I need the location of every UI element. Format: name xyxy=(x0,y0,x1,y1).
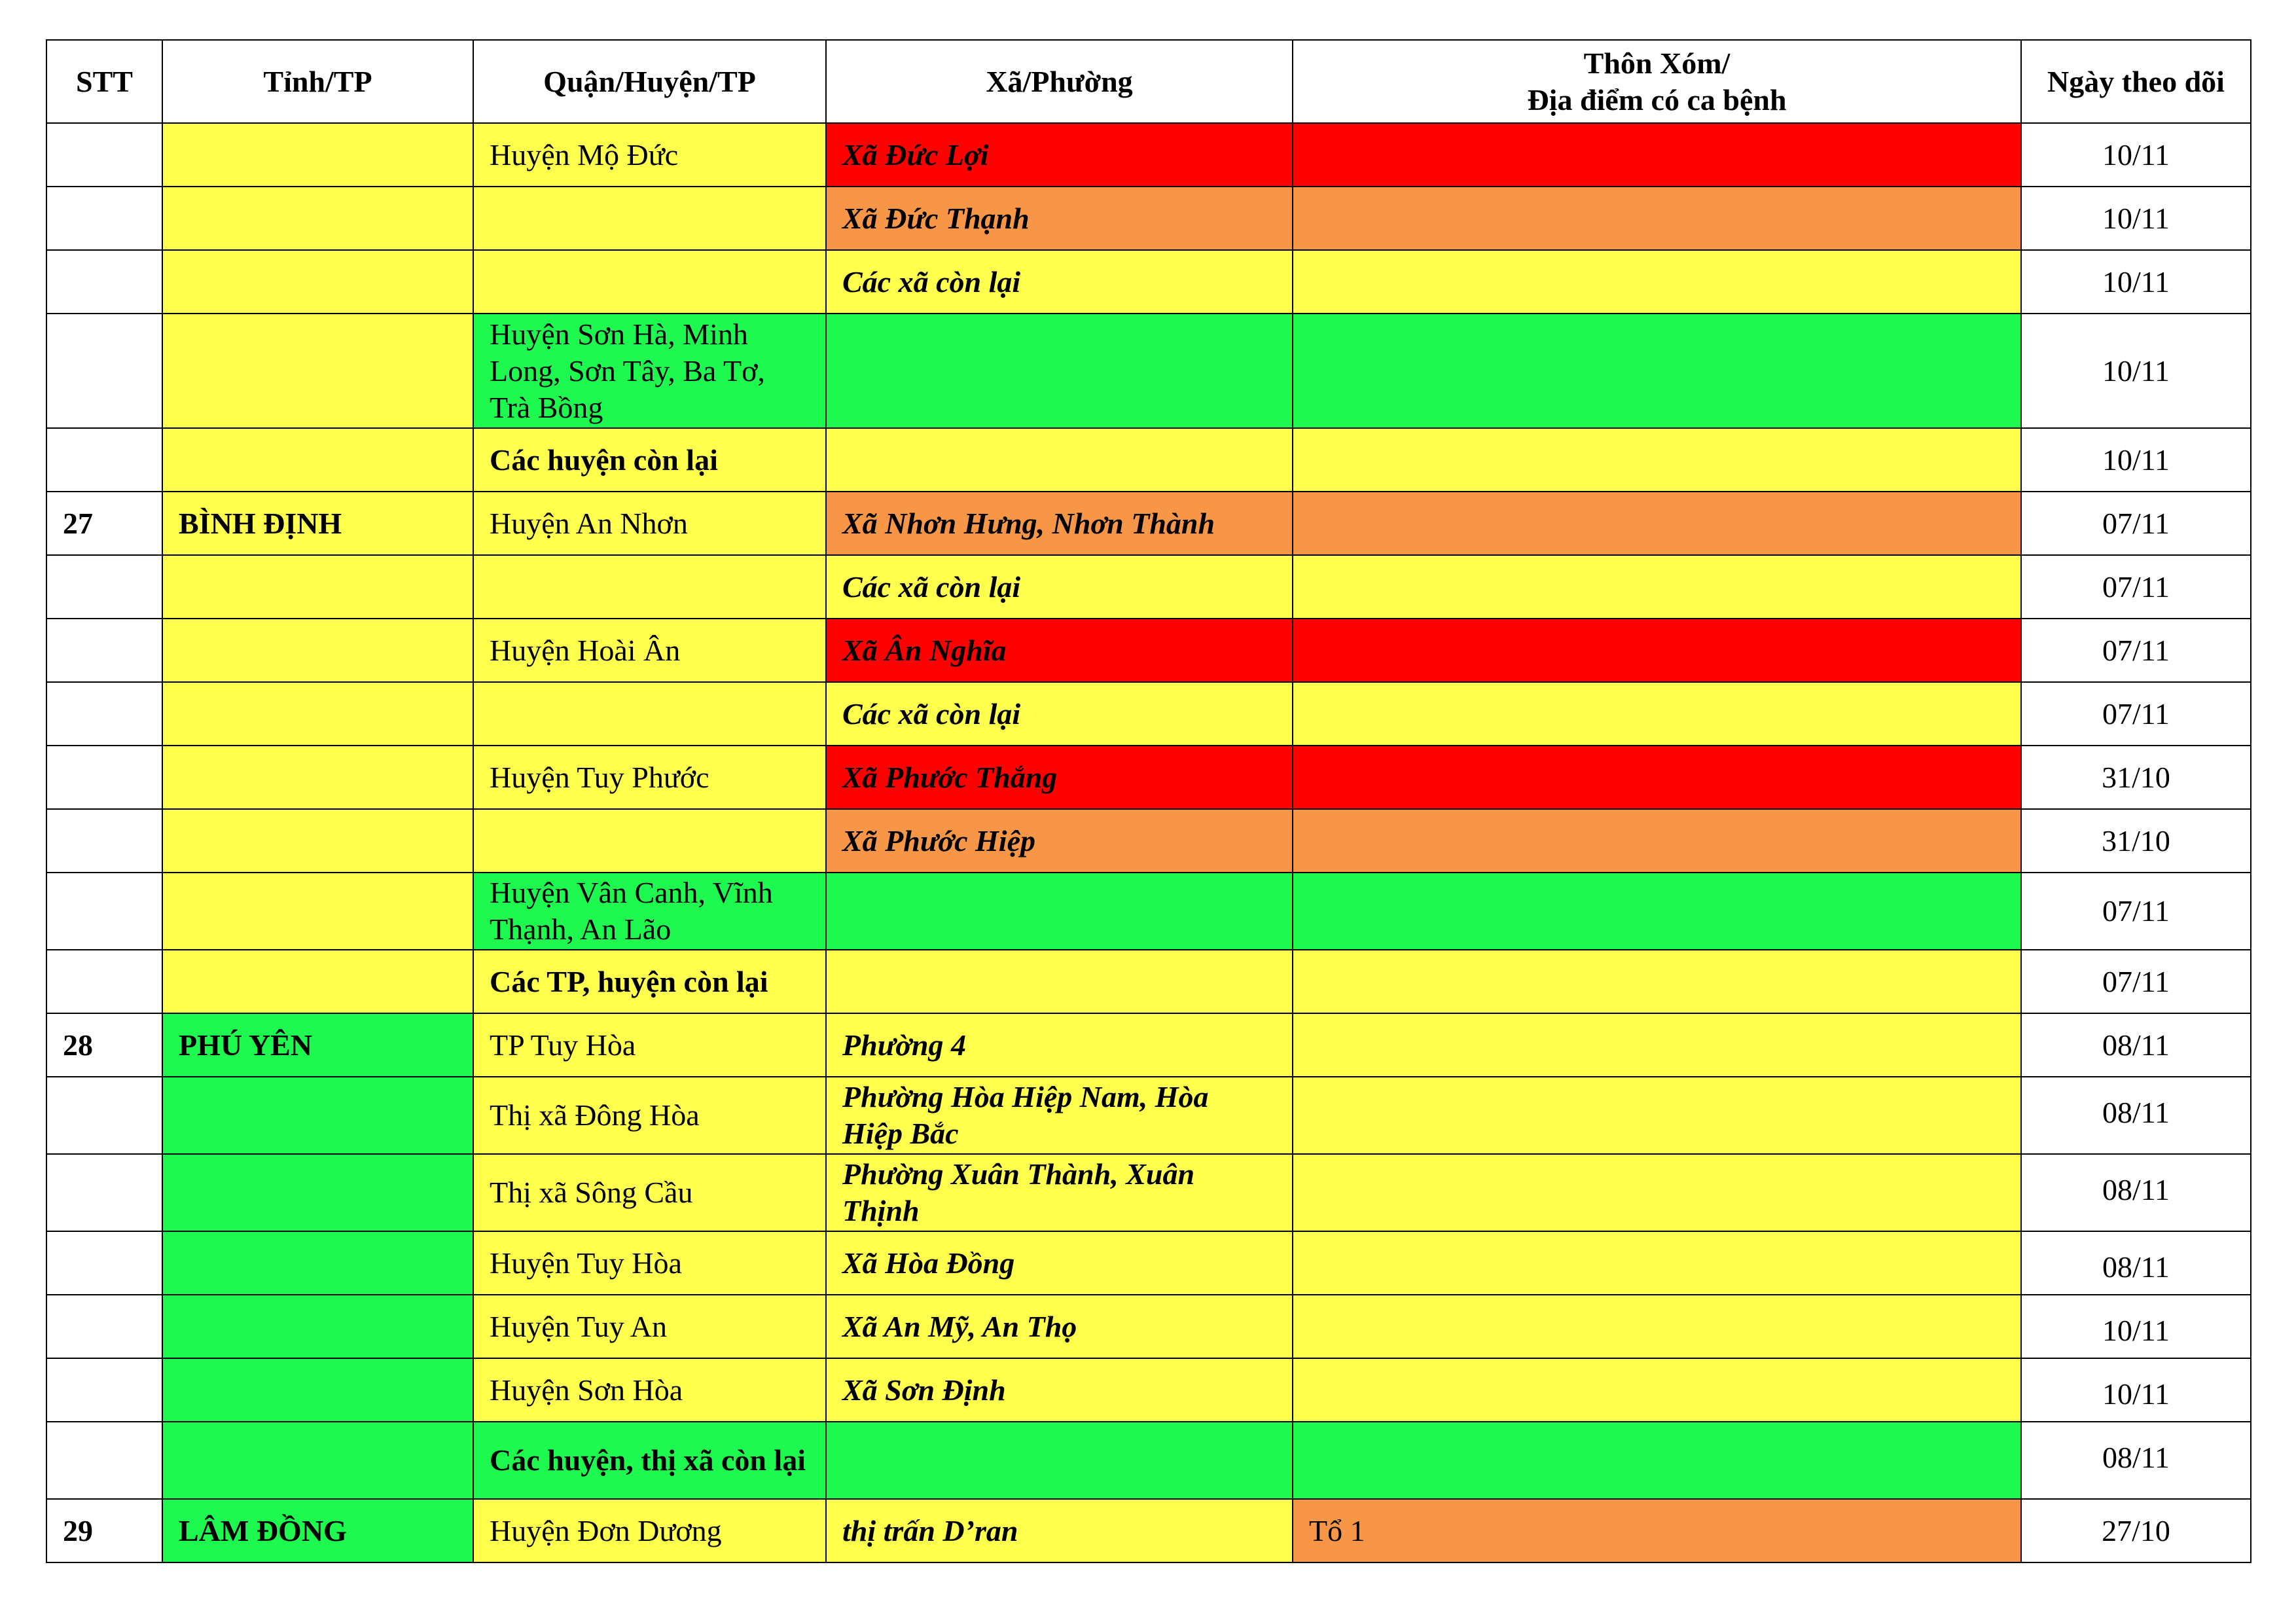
stt-cell xyxy=(46,314,162,428)
province-cell xyxy=(162,682,473,746)
village-cell xyxy=(1293,1422,2021,1499)
stt-cell: 29 xyxy=(46,1499,162,1562)
commune-cell xyxy=(826,428,1293,492)
province-cell: PHÚ YÊN xyxy=(162,1013,473,1077)
province-cell xyxy=(162,1295,473,1358)
date-cell: 27/10 xyxy=(2021,1499,2251,1562)
village-cell: Tổ 1 xyxy=(1293,1499,2021,1562)
commune-cell: Xã Nhơn Hưng, Nhơn Thành xyxy=(826,492,1293,555)
province-cell xyxy=(162,1358,473,1422)
commune-cell: Xã An Mỹ, An Thọ xyxy=(826,1295,1293,1358)
table-row xyxy=(46,492,2251,555)
village-cell xyxy=(1293,123,2021,187)
commune-cell xyxy=(826,314,1293,428)
commune-cell xyxy=(826,873,1293,950)
province-cell xyxy=(162,1231,473,1295)
village-cell xyxy=(1293,873,2021,950)
date-cell: 07/11 xyxy=(2021,682,2251,746)
date-cell: 08/11 xyxy=(2021,1013,2251,1077)
header-date: Ngày theo dõi xyxy=(2021,40,2251,123)
date-cell: 10/11 xyxy=(2021,428,2251,492)
district-cell: Các huyện, thị xã còn lại xyxy=(473,1422,826,1499)
table-row xyxy=(46,809,2251,873)
village-cell xyxy=(1293,746,2021,809)
province-cell xyxy=(162,950,473,1013)
table-row xyxy=(46,123,2251,187)
stt-cell xyxy=(46,682,162,746)
stt-cell xyxy=(46,428,162,492)
date-cell: 08/11 xyxy=(2021,1231,2251,1295)
stt-cell xyxy=(46,873,162,950)
header-village xyxy=(1293,40,2021,123)
village-cell xyxy=(1293,619,2021,682)
table-row xyxy=(46,250,2251,314)
village-cell xyxy=(1293,1077,2021,1154)
table-row xyxy=(46,1231,2251,1295)
commune-cell: Xã Phước Hiệp xyxy=(826,809,1293,873)
header-commune: Xã/Phường xyxy=(826,40,1293,123)
district-cell xyxy=(473,187,826,250)
commune-cell: Phường Hòa Hiệp Nam, Hòa Hiệp Bắc xyxy=(826,1077,1293,1154)
province-cell: BÌNH ĐỊNH xyxy=(162,492,473,555)
province-cell: LÂM ĐỒNG xyxy=(162,1499,473,1562)
header-province: Tỉnh/TP xyxy=(162,40,473,123)
district-cell: Thị xã Đông Hòa xyxy=(473,1077,826,1154)
village-cell xyxy=(1293,682,2021,746)
date-cell: 10/11 xyxy=(2021,1358,2251,1422)
commune-cell: thị trấn D’ran xyxy=(826,1499,1293,1562)
table-row xyxy=(46,187,2251,250)
province-cell xyxy=(162,1154,473,1231)
date-cell: 07/11 xyxy=(2021,873,2251,950)
header-village-line1: Thôn Xóm/ xyxy=(1583,46,1731,80)
table-row xyxy=(46,1013,2251,1077)
district-cell: Các huyện còn lại xyxy=(473,428,826,492)
date-cell: 07/11 xyxy=(2021,619,2251,682)
stt-cell xyxy=(46,746,162,809)
district-cell: TP Tuy Hòa xyxy=(473,1013,826,1077)
stt-cell xyxy=(46,619,162,682)
district-cell: Huyện An Nhơn xyxy=(473,492,826,555)
stt-cell xyxy=(46,1231,162,1295)
stt-cell xyxy=(46,123,162,187)
date-cell: 07/11 xyxy=(2021,555,2251,619)
district-cell: Các TP, huyện còn lại xyxy=(473,950,826,1013)
date-cell: 10/11 xyxy=(2021,250,2251,314)
commune-cell: Xã Hòa Đồng xyxy=(826,1231,1293,1295)
table-row xyxy=(46,950,2251,1013)
village-cell xyxy=(1293,1358,2021,1422)
table-row xyxy=(46,314,2251,428)
province-cell xyxy=(162,809,473,873)
district-cell xyxy=(473,250,826,314)
village-cell xyxy=(1293,428,2021,492)
commune-cell: Các xã còn lại xyxy=(826,682,1293,746)
district-cell: Huyện Vân Canh, Vĩnh Thạnh, An Lão xyxy=(473,873,826,950)
village-cell xyxy=(1293,187,2021,250)
district-cell xyxy=(473,809,826,873)
date-cell: 10/11 xyxy=(2021,187,2251,250)
date-cell: 08/11 xyxy=(2021,1077,2251,1154)
commune-cell: Các xã còn lại xyxy=(826,555,1293,619)
date-cell: 10/11 xyxy=(2021,314,2251,428)
commune-cell: Phường Xuân Thành, Xuân Thịnh xyxy=(826,1154,1293,1231)
province-cell xyxy=(162,250,473,314)
table-row xyxy=(46,428,2251,492)
table-row xyxy=(46,1499,2251,1562)
table-row xyxy=(46,1358,2251,1422)
stt-cell: 27 xyxy=(46,492,162,555)
province-cell xyxy=(162,314,473,428)
stt-cell xyxy=(46,250,162,314)
province-cell xyxy=(162,187,473,250)
stt-cell xyxy=(46,187,162,250)
commune-cell: Xã Đức Thạnh xyxy=(826,187,1293,250)
table-row xyxy=(46,619,2251,682)
stt-cell xyxy=(46,1358,162,1422)
province-cell xyxy=(162,619,473,682)
table-row xyxy=(46,1077,2251,1154)
commune-cell xyxy=(826,1422,1293,1499)
commune-cell: Xã Phước Thắng xyxy=(826,746,1293,809)
district-cell: Thị xã Sông Cầu xyxy=(473,1154,826,1231)
header-stt: STT xyxy=(46,40,162,123)
village-cell xyxy=(1293,1231,2021,1295)
province-cell xyxy=(162,746,473,809)
village-cell xyxy=(1293,1295,2021,1358)
commune-cell: Xã Đức Lợi xyxy=(826,123,1293,187)
table-row xyxy=(46,1422,2251,1499)
district-cell: Huyện Tuy An xyxy=(473,1295,826,1358)
district-cell: Huyện Tuy Hòa xyxy=(473,1231,826,1295)
header-row xyxy=(46,40,2251,123)
district-cell: Huyện Hoài Ân xyxy=(473,619,826,682)
province-cell xyxy=(162,873,473,950)
district-cell: Huyện Đơn Dương xyxy=(473,1499,826,1562)
district-cell: Huyện Mộ Đức xyxy=(473,123,826,187)
table-row xyxy=(46,746,2251,809)
district-cell: Huyện Tuy Phước xyxy=(473,746,826,809)
province-cell xyxy=(162,555,473,619)
date-cell: 07/11 xyxy=(2021,492,2251,555)
village-cell xyxy=(1293,1013,2021,1077)
province-cell xyxy=(162,428,473,492)
village-cell xyxy=(1293,1154,2021,1231)
province-cell xyxy=(162,1077,473,1154)
village-cell xyxy=(1293,492,2021,555)
date-cell: 08/11 xyxy=(2021,1154,2251,1231)
province-cell xyxy=(162,123,473,187)
commune-cell: Các xã còn lại xyxy=(826,250,1293,314)
village-cell xyxy=(1293,555,2021,619)
commune-cell: Xã Sơn Định xyxy=(826,1358,1293,1422)
stt-cell xyxy=(46,555,162,619)
village-cell xyxy=(1293,809,2021,873)
header-village-line2: Địa điểm có ca bệnh xyxy=(1527,82,1787,117)
header-district: Quận/Huyện/TP xyxy=(473,40,826,123)
village-cell xyxy=(1293,250,2021,314)
stt-cell: 28 xyxy=(46,1013,162,1077)
district-cell xyxy=(473,555,826,619)
table-row xyxy=(46,682,2251,746)
date-cell: 31/10 xyxy=(2021,809,2251,873)
commune-cell: Phường 4 xyxy=(826,1013,1293,1077)
commune-cell xyxy=(826,950,1293,1013)
district-cell xyxy=(473,682,826,746)
date-cell: 08/11 xyxy=(2021,1422,2251,1499)
table-row xyxy=(46,555,2251,619)
stt-cell xyxy=(46,1154,162,1231)
date-cell: 07/11 xyxy=(2021,950,2251,1013)
district-cell: Huyện Sơn Hà, Minh Long, Sơn Tây, Ba Tơ, Trà Bồng xyxy=(473,314,826,428)
date-cell: 10/11 xyxy=(2021,1295,2251,1358)
village-cell xyxy=(1293,950,2021,1013)
covid-risk-table xyxy=(46,39,2251,1563)
table-row xyxy=(46,1295,2251,1358)
table-row xyxy=(46,1154,2251,1231)
province-cell xyxy=(162,1422,473,1499)
district-cell: Huyện Sơn Hòa xyxy=(473,1358,826,1422)
stt-cell xyxy=(46,1077,162,1154)
stt-cell xyxy=(46,950,162,1013)
stt-cell xyxy=(46,1422,162,1499)
village-cell xyxy=(1293,314,2021,428)
date-cell: 10/11 xyxy=(2021,123,2251,187)
date-cell: 31/10 xyxy=(2021,746,2251,809)
commune-cell: Xã Ân Nghĩa xyxy=(826,619,1293,682)
stt-cell xyxy=(46,809,162,873)
table-row xyxy=(46,873,2251,950)
stt-cell xyxy=(46,1295,162,1358)
